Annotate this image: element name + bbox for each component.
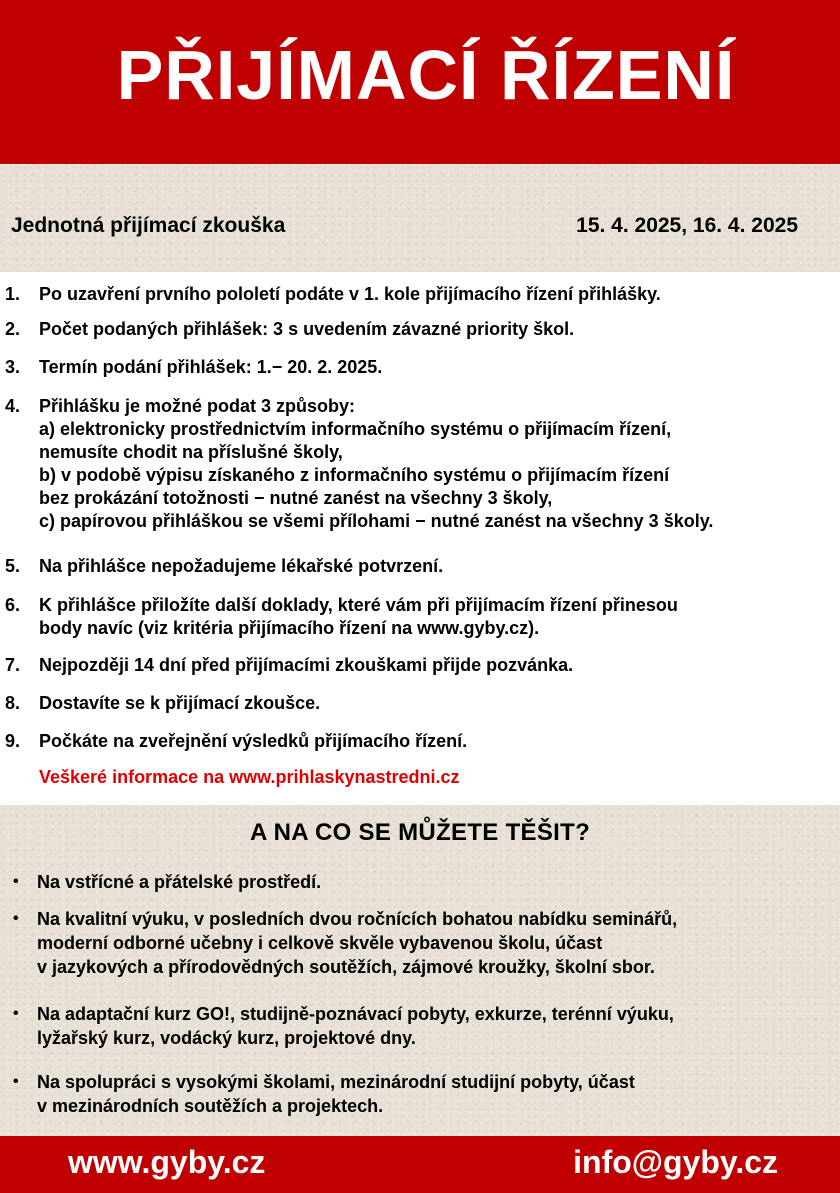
step-text: Nejpozději 14 dní před přijímacími zkouškami přijde pozvánka. <box>39 655 574 675</box>
step-text: bez prokázání totožnosti − nutné zanést na všechny 3 školy, <box>39 488 553 508</box>
step-number: 3. <box>5 357 21 377</box>
bullet-icon: • <box>13 1073 19 1090</box>
step-number: 2. <box>5 319 21 339</box>
step-text: c) papírovou přihláškou se všemi přílohami − nutné zanést na všechny 3 školy. <box>39 511 714 531</box>
step-text: a) elektronicky prostřednictvím informačního systému o přijímacím řízení, <box>39 419 672 439</box>
info-link[interactable]: Veškeré informace na www.prihlaskynastredni.cz <box>39 767 460 787</box>
step-number: 9. <box>5 731 21 751</box>
benefit-text: v mezinárodních soutěžích a projektech. <box>37 1096 384 1116</box>
step-text: K přihlášce přiložíte další doklady, které vám při přijímacím řízení přinesou <box>39 595 678 615</box>
email-link[interactable]: info@gyby.cz <box>573 1144 778 1180</box>
footer-bar <box>0 1136 840 1193</box>
step-text: Počkáte na zveřejnění výsledků přijímacího řízení. <box>39 731 468 751</box>
bullet-icon: • <box>13 873 19 890</box>
step-text: nemusíte chodit na příslušné školy, <box>39 442 343 462</box>
exam-banner <box>0 164 840 272</box>
step-text: Termín podání přihlášek: 1.− 20. 2. 2025. <box>39 357 383 377</box>
step-number: 5. <box>5 556 21 576</box>
step-text: Dostavíte se k přijímací zkoušce. <box>39 693 321 713</box>
benefit-text: lyžařský kurz, vodácký kurz, projektové dny. <box>37 1028 416 1048</box>
benefit-text: v jazykových a přírodovědných soutěžích, zájmové kroužky, školní sbor. <box>37 957 655 977</box>
benefit-text: Na vstřícné a přátelské prostředí. <box>37 872 322 892</box>
bullet-icon: • <box>13 910 19 927</box>
step-text: Po uzavření prvního pololetí podáte v 1. kole přijímacího řízení přihlášky. <box>39 284 661 304</box>
step-text: b) v podobě výpisu získaného z informačního systému o přijímacím řízení <box>39 465 670 485</box>
step-number: 8. <box>5 693 21 713</box>
page-title: PŘIJÍMACÍ ŘÍZENÍ <box>116 36 736 114</box>
benefit-text: Na adaptační kurz GO!, studijně-poznávací pobyty, exkurze, terénní výuku, <box>37 1004 674 1024</box>
step-number: 7. <box>5 655 21 675</box>
benefits-heading: A NA CO SE MŮŽETE TĚŠIT? <box>249 819 591 846</box>
step-text: body navíc (viz kritéria přijímacího řízení na www.gyby.cz). <box>39 618 540 638</box>
website-link[interactable]: www.gyby.cz <box>68 1144 266 1180</box>
benefit-text: Na spolupráci s vysokými školami, mezinárodní studijní pobyty, účast <box>37 1072 635 1092</box>
benefits-section <box>0 805 840 1136</box>
step-number: 6. <box>5 595 21 615</box>
exam-label: Jednotná přijímací zkouška <box>11 214 286 237</box>
step-text: Na přihlášce nepožadujeme lékařské potvrzení. <box>39 556 444 576</box>
step-number: 1. <box>5 284 21 304</box>
exam-dates: 15. 4. 2025, 16. 4. 2025 <box>576 214 798 237</box>
steps-list <box>0 272 840 805</box>
benefit-text: moderní odborné učebny i celkově skvěle vybavenou školu, účast <box>37 933 603 953</box>
header-banner <box>0 0 840 164</box>
step-text: Počet podaných přihlášek: 3 s uvedením závazné priority škol. <box>39 319 575 339</box>
bullet-icon: • <box>13 1005 19 1022</box>
step-number: 4. <box>5 396 21 416</box>
benefit-text: Na kvalitní výuku, v posledních dvou ročnících bohatou nabídku seminářů, <box>37 909 678 929</box>
step-text: Přihlášku je možné podat 3 způsoby: <box>39 396 356 416</box>
